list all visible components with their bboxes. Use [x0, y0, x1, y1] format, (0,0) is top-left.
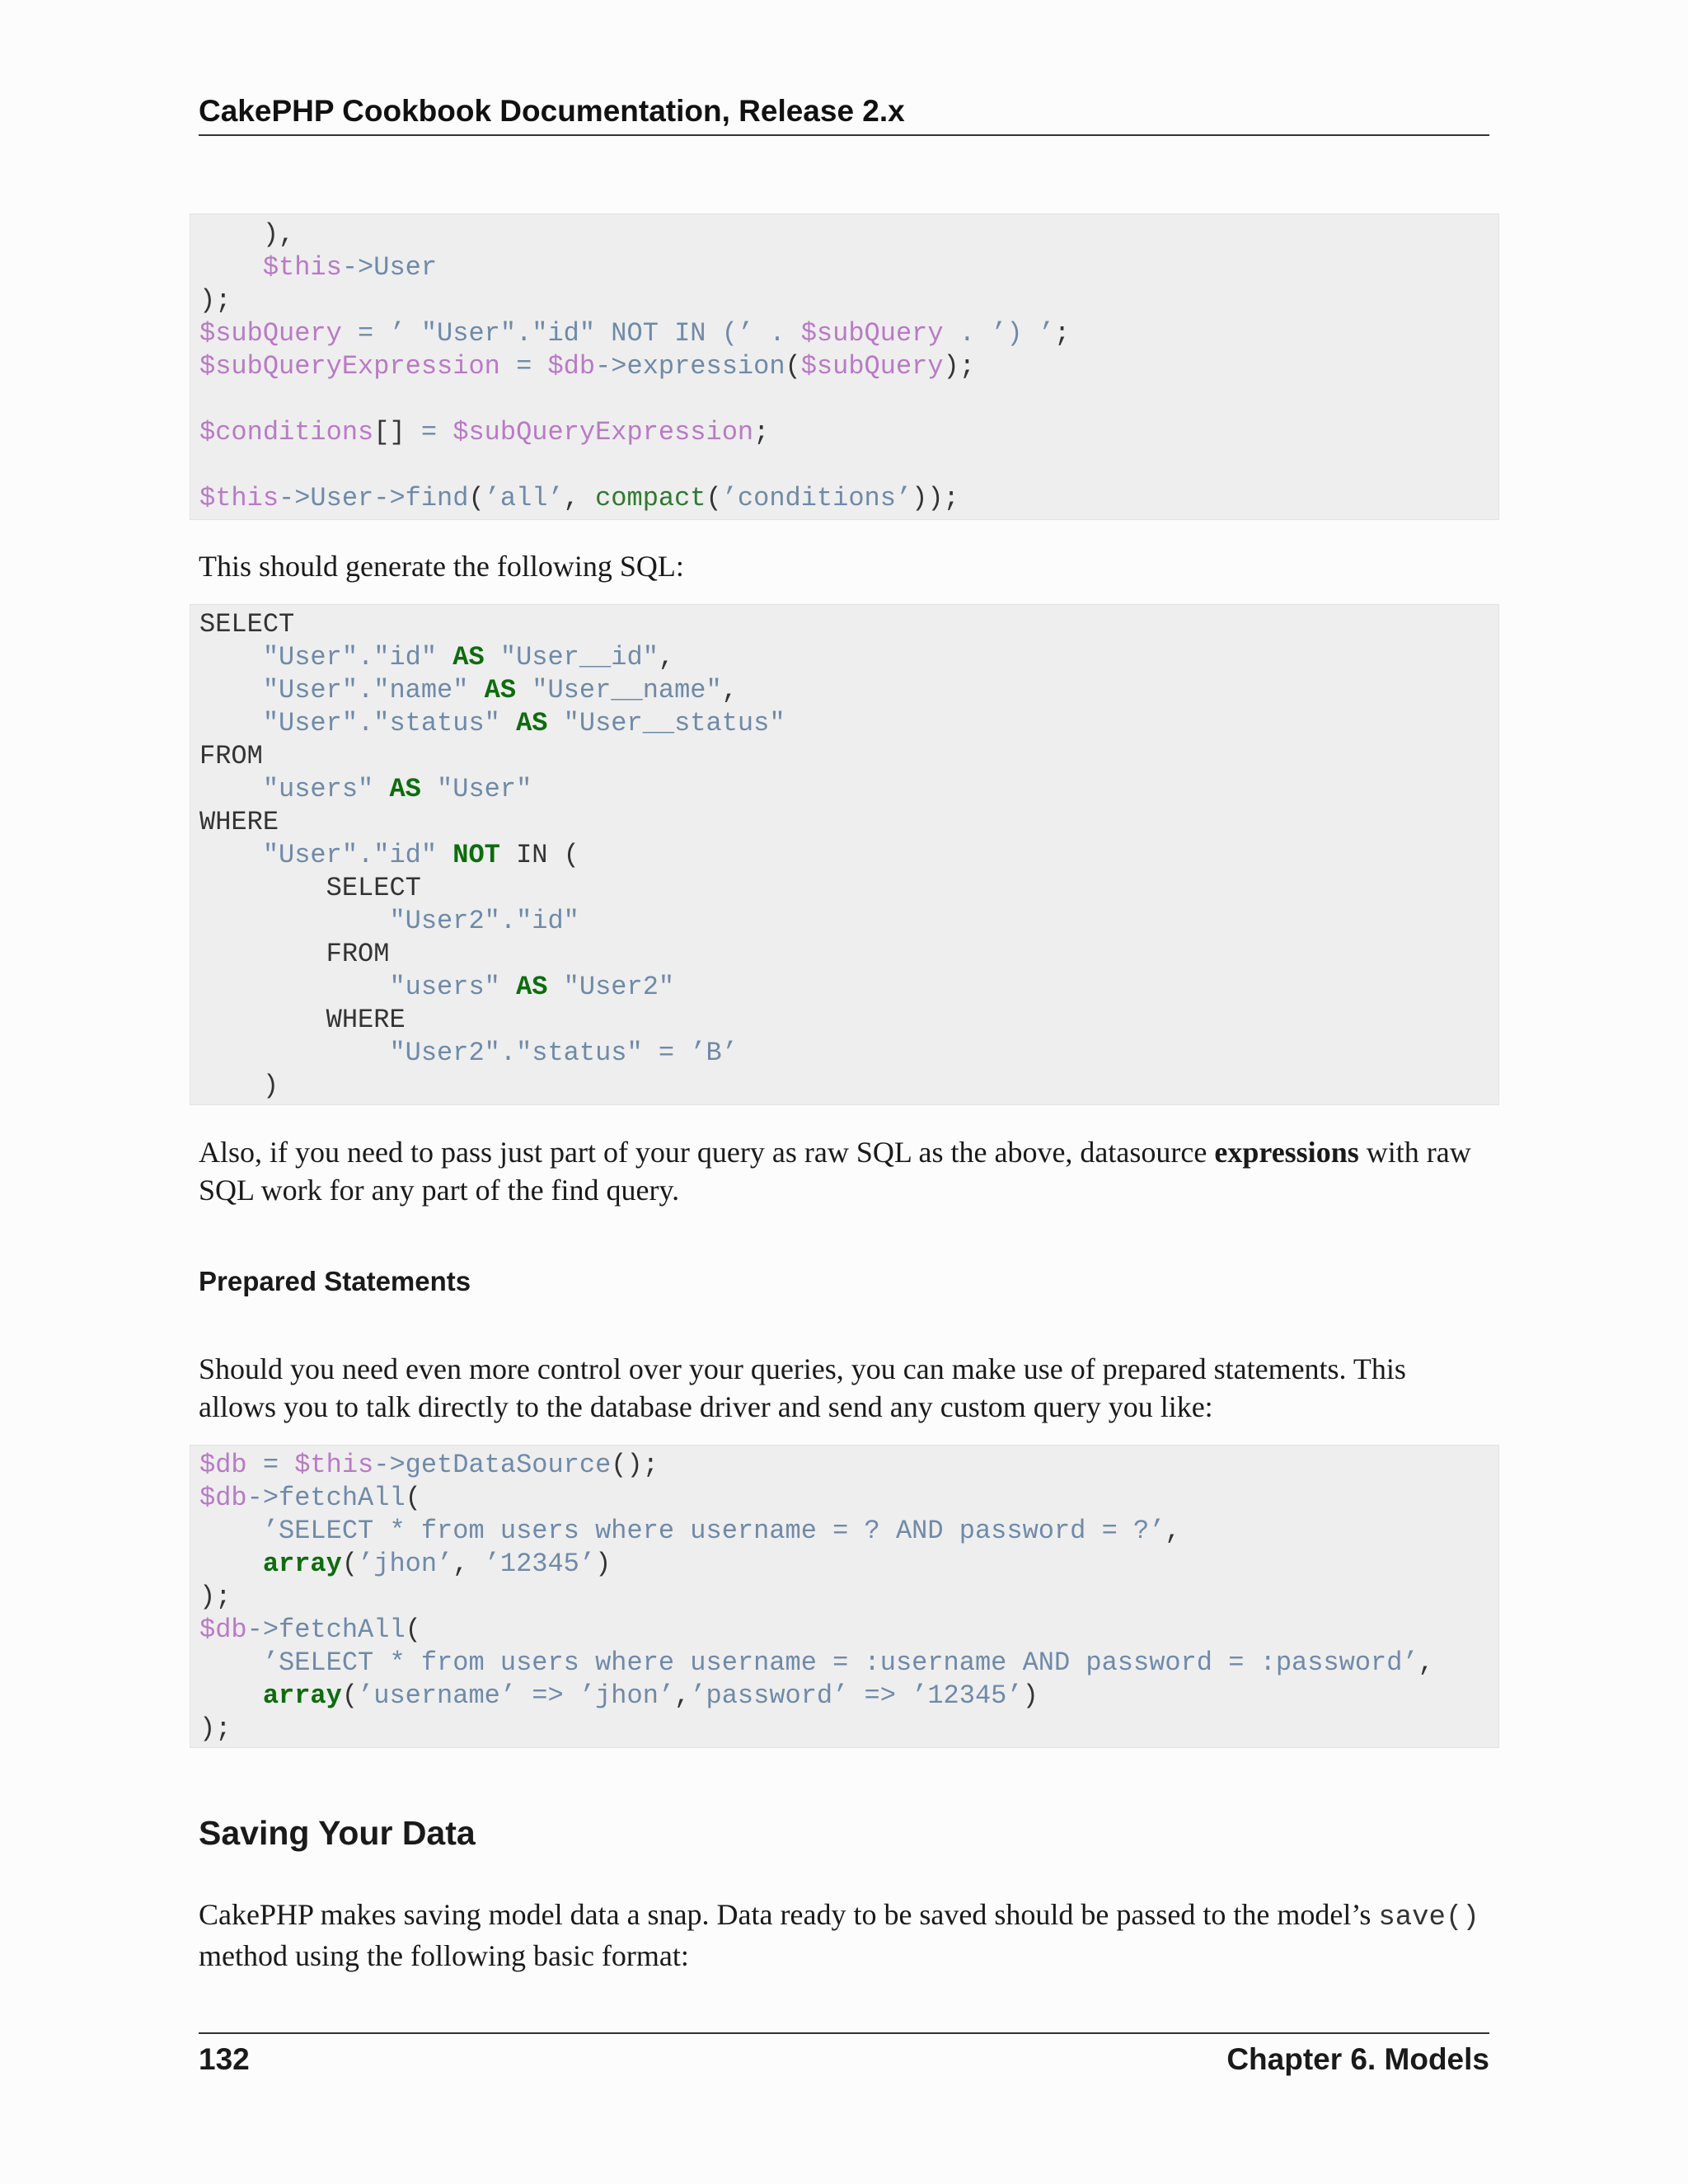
code-token: [199, 1647, 263, 1678]
code-token: $db: [547, 351, 596, 382]
code-token: AS: [516, 708, 548, 738]
code-line: [199, 1549, 611, 1579]
code-token: ’password’ => ’12345’: [690, 1680, 1023, 1711]
code-token: ’conditions’: [721, 483, 912, 513]
code-line: [199, 807, 279, 837]
code-line: [199, 1038, 738, 1068]
code-token: $subQuery: [800, 351, 944, 382]
code-token: (: [341, 1549, 359, 1579]
code-line: [199, 219, 294, 250]
code-token: (: [341, 1680, 359, 1711]
code-token: = ’ "User"."id" NOT IN (’ .: [341, 318, 801, 349]
code-token: (: [468, 483, 485, 513]
paragraph-generate-sql: This should generate the following SQL:: [199, 550, 684, 583]
code-block-prepared: [190, 1445, 1499, 1748]
code-token: "User2"."id": [389, 906, 579, 936]
code-line: [199, 1450, 659, 1480]
code-token: ->expression: [595, 351, 785, 382]
code-token: array: [262, 1680, 342, 1711]
code-token: []: [373, 417, 421, 448]
code-token: );: [199, 1713, 232, 1744]
code-line: [199, 609, 294, 640]
footer-page-number: 132: [199, 2042, 250, 2076]
code-token: IN (: [499, 840, 579, 870]
code-token: (: [706, 483, 722, 513]
code-token: ,: [452, 1549, 485, 1579]
code-token: ));: [912, 483, 959, 513]
code-token: "User"."id": [262, 840, 453, 870]
code-token: $db: [199, 1450, 247, 1480]
code-line: [199, 417, 769, 448]
code-token: ();: [611, 1450, 659, 1480]
code-token: [199, 252, 263, 283]
code-token: ’SELECT * from users where username = :username AND password = :password’: [262, 1647, 1418, 1678]
subheading-prepared-statements: Prepared Statements: [199, 1266, 471, 1296]
code-token: $this: [262, 252, 342, 283]
code-line: [199, 972, 674, 1002]
code-token: SELECT: [199, 873, 421, 903]
code-line: [199, 483, 959, 513]
code-token: . ’) ’: [943, 318, 1054, 349]
paragraph-prepared-statements: Should you need even more control over your queries, you can make use of prepared statements. This allows you to talk directly to the database driver and send any custom query you like:: [199, 1352, 1406, 1423]
code-token: ->User->find: [279, 483, 469, 513]
bold-term-expressions: expressions: [1214, 1136, 1359, 1169]
code-token: $this: [199, 483, 279, 513]
code-token: ,: [674, 1680, 691, 1711]
code-token: "User"."name": [262, 675, 485, 705]
code-token: ’username’ => ’jhon’: [358, 1680, 675, 1711]
code-token: ’SELECT * from users where username = ? AND password = ?’: [262, 1516, 1165, 1546]
code-token: WHERE: [199, 1005, 406, 1035]
code-token: ->fetchAll: [246, 1615, 406, 1645]
code-token: ’jhon’: [358, 1549, 453, 1579]
code-token: (: [405, 1483, 421, 1513]
code-line: [199, 1713, 231, 1744]
code-token: [199, 708, 263, 738]
code-token: WHERE: [199, 807, 279, 837]
code-token: [199, 774, 263, 804]
code-token: NOT: [452, 840, 500, 870]
code-token: "User": [420, 774, 532, 804]
code-token: AS: [452, 642, 485, 673]
code-token: );: [199, 285, 232, 316]
running-header-title: CakePHP Cookbook Documentation, Release 2.x: [199, 94, 905, 128]
code-token: ,: [563, 483, 596, 513]
code-token: AS: [389, 774, 421, 804]
code-token: );: [943, 351, 975, 382]
code-block-subquery: [190, 213, 1499, 520]
code-line: [199, 285, 231, 316]
paragraph-text: Also, if you need to pass just part of your query as raw SQL as the above, datasource: [199, 1136, 1215, 1169]
code-token: "User2"."status" = ’B’: [389, 1038, 738, 1068]
code-token: $subQuery: [800, 318, 944, 349]
code-token: (: [785, 351, 801, 382]
code-token: $db: [199, 1483, 247, 1513]
code-token: ,: [721, 675, 738, 705]
code-block-sql: [190, 604, 1499, 1105]
code-token: $subQueryExpression: [199, 351, 500, 382]
code-line: [199, 1582, 231, 1612]
code-token: "User__status": [547, 708, 785, 738]
code-token: [199, 675, 263, 705]
paragraph-expressions: [199, 1133, 1489, 1209]
code-token: $subQueryExpression: [452, 417, 754, 448]
code-token: ->User: [341, 252, 438, 283]
section-heading-saving-data: Saving Your Data: [199, 1814, 476, 1852]
code-line: [199, 1005, 406, 1035]
paragraph-saving-data: [199, 1896, 1489, 1975]
code-token: [199, 906, 389, 936]
code-line: [199, 1483, 421, 1513]
code-token: AS: [484, 675, 517, 705]
code-token: ): [199, 1071, 279, 1101]
code-token: array: [262, 1549, 342, 1579]
code-token: =: [420, 417, 453, 448]
code-token: ’12345’: [484, 1549, 596, 1579]
code-token: ): [1022, 1680, 1039, 1711]
code-line: [199, 1680, 1039, 1711]
code-token: [199, 1549, 263, 1579]
code-token: "users": [262, 774, 390, 804]
code-line: [199, 1516, 1181, 1546]
code-token: [199, 972, 389, 1002]
code-line: [199, 1647, 1434, 1678]
code-token: AS: [516, 972, 548, 1002]
code-token: "User"."status": [262, 708, 517, 738]
code-token: ->fetchAll: [246, 1483, 406, 1513]
code-line: [199, 318, 1070, 349]
code-token: $this: [294, 1450, 374, 1480]
paragraph-text: CakePHP makes saving model data a snap. Data ready to be saved should be passed to the model’s: [199, 1898, 1379, 1931]
code-token: "User__name": [516, 675, 722, 705]
footer-chapter-title: Chapter 6. Models: [1226, 2042, 1489, 2076]
code-token: "User2": [547, 972, 675, 1002]
code-token: $subQuery: [199, 318, 342, 349]
code-token: ’all’: [484, 483, 564, 513]
code-line: [199, 642, 674, 673]
code-line: [199, 351, 975, 382]
code-line: [199, 708, 785, 738]
code-token: ): [595, 1549, 612, 1579]
paragraph-text: method using the following basic format:: [199, 1939, 689, 1972]
code-token: (: [405, 1615, 421, 1645]
code-token: $db: [199, 1615, 247, 1645]
code-token: [199, 1680, 263, 1711]
code-token: SELECT: [199, 609, 295, 640]
code-token: "users": [389, 972, 517, 1002]
code-token: ,: [1418, 1647, 1434, 1678]
code-line: [199, 1071, 279, 1101]
code-token: ->getDataSource: [373, 1450, 612, 1480]
code-line: [199, 1615, 421, 1645]
code-token: "User__id": [484, 642, 659, 673]
header-rule: [199, 134, 1489, 136]
paragraph-text: with raw SQL work for any part of the find query.: [199, 1136, 1471, 1207]
code-token: ,: [1165, 1516, 1181, 1546]
code-line: [199, 774, 532, 804]
code-line: [199, 906, 579, 936]
code-token: =: [499, 351, 548, 382]
code-line: [199, 840, 579, 870]
code-token: [199, 642, 263, 673]
code-line: [199, 252, 437, 283]
code-token: FROM: [199, 939, 390, 969]
code-line: [199, 675, 738, 705]
code-token: [199, 1516, 263, 1546]
code-token: [199, 1038, 389, 1068]
code-line: [199, 939, 389, 969]
code-token: compact: [595, 483, 706, 513]
footer-rule: [199, 2032, 1489, 2034]
code-token: "User"."id": [262, 642, 453, 673]
code-line: [199, 873, 421, 903]
code-token: ;: [753, 417, 770, 448]
code-token: ),: [199, 219, 295, 250]
code-token: $conditions: [199, 417, 374, 448]
code-token: );: [199, 1582, 232, 1612]
code-token: ;: [1053, 318, 1071, 349]
inline-code-save: save(): [1378, 1902, 1479, 1933]
code-token: [199, 840, 263, 870]
code-token: ,: [658, 642, 675, 673]
code-token: =: [246, 1450, 295, 1480]
code-line: [199, 741, 263, 771]
code-token: FROM: [199, 741, 263, 771]
